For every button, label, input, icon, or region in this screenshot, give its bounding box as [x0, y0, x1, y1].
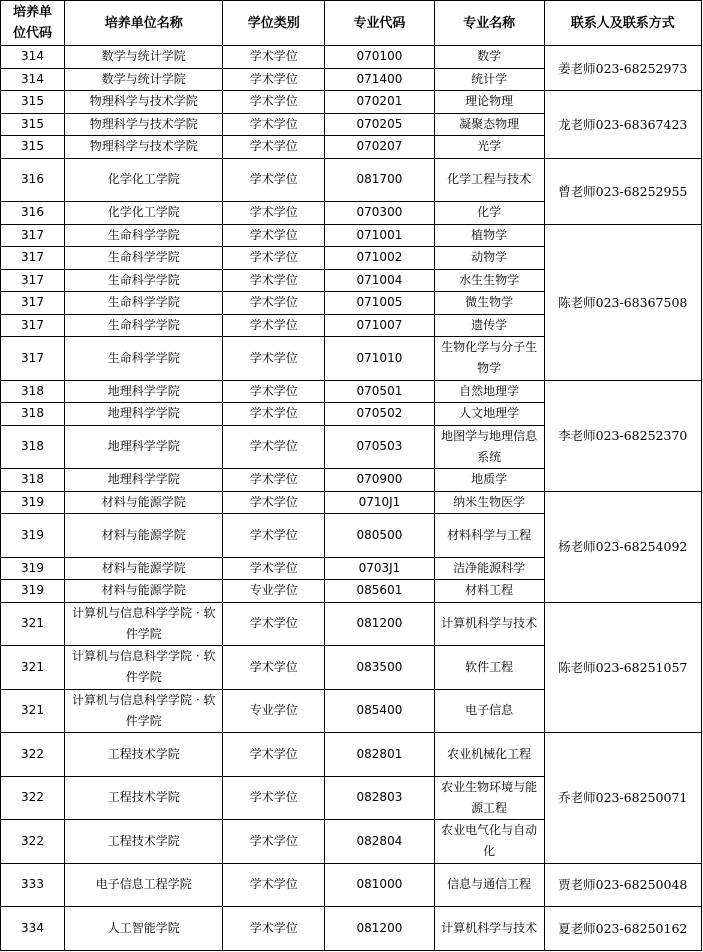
cell-unit-code: 319: [1, 514, 65, 558]
cell-degree-type: 学术学位: [223, 314, 325, 337]
cell-unit-name: 生命科学学院: [65, 224, 223, 247]
cell-unit-code: 322: [1, 820, 65, 864]
cell-major-name: 化学工程与技术: [434, 158, 544, 202]
table-row: [1, 863, 702, 907]
cell-unit-code: 317: [1, 224, 65, 247]
cell-unit-code: 317: [1, 247, 65, 270]
cell-major-name: 电子信息: [434, 689, 544, 733]
cell-unit-name: 计算机与信息科学学院 · 软件学院: [65, 602, 223, 646]
cell-unit-name: 工程技术学院: [65, 820, 223, 864]
cell-major-code: 071010: [325, 337, 435, 381]
header-unit-name: 培养单位名称: [65, 1, 223, 46]
cell-contact: 夏老师023-68250162: [544, 907, 701, 951]
header-contact: 联系人及联系方式: [544, 1, 701, 46]
cell-unit-name: 地理科学学院: [65, 425, 223, 469]
cell-major-name: 农业机械化工程: [434, 733, 544, 777]
cell-major-name: 水生生物学: [434, 269, 544, 292]
cell-unit-name: 物理科学与技术学院: [65, 113, 223, 136]
cell-unit-name: 数学与统计学院: [65, 68, 223, 91]
cell-unit-name: 人工智能学院: [65, 907, 223, 951]
cell-major-code: 070100: [325, 46, 435, 69]
cell-major-code: 081700: [325, 158, 435, 202]
cell-degree-type: 学术学位: [223, 403, 325, 426]
cell-unit-code: 318: [1, 403, 65, 426]
cell-major-code: 070501: [325, 380, 435, 403]
cell-major-code: 071001: [325, 224, 435, 247]
cell-unit-code: 315: [1, 136, 65, 159]
cell-unit-code: 319: [1, 580, 65, 603]
cell-contact: 陈老师023-68367508: [544, 224, 701, 380]
cell-major-name: 人文地理学: [434, 403, 544, 426]
cell-unit-name: 地理科学学院: [65, 469, 223, 492]
cell-contact: 贾老师023-68250048: [544, 863, 701, 907]
cell-contact: 陈老师023-68251057: [544, 602, 701, 733]
cell-major-name: 植物学: [434, 224, 544, 247]
cell-unit-name: 地理科学学院: [65, 380, 223, 403]
table-row: [1, 380, 702, 403]
cell-unit-code: 317: [1, 337, 65, 381]
cell-degree-type: 学术学位: [223, 907, 325, 951]
cell-unit-name: 地理科学学院: [65, 403, 223, 426]
cell-major-name: 生物化学与分子生物学: [434, 337, 544, 381]
cell-major-code: 070503: [325, 425, 435, 469]
cell-contact: 李老师023-68252370: [544, 380, 701, 491]
cell-unit-code: 333: [1, 863, 65, 907]
cell-degree-type: 专业学位: [223, 689, 325, 733]
cell-major-name: 地图学与地理信息系统: [434, 425, 544, 469]
cell-major-name: 化学: [434, 202, 544, 225]
cell-major-name: 微生物学: [434, 292, 544, 315]
cell-contact: 杨老师023-68254092: [544, 491, 701, 602]
cell-major-code: 081000: [325, 863, 435, 907]
cell-unit-code: 317: [1, 292, 65, 315]
table-body: [1, 46, 702, 951]
table-row: [1, 224, 702, 247]
cell-degree-type: 学术学位: [223, 514, 325, 558]
cell-unit-code: 321: [1, 689, 65, 733]
cell-degree-type: 学术学位: [223, 820, 325, 864]
cell-unit-code: 316: [1, 158, 65, 202]
cell-major-name: 农业生物环境与能源工程: [434, 776, 544, 820]
header-degree-type: 学位类别: [223, 1, 325, 46]
cell-degree-type: 学术学位: [223, 776, 325, 820]
cell-unit-code: 314: [1, 46, 65, 69]
cell-contact: 龙老师023-68367423: [544, 91, 701, 159]
cell-degree-type: 学术学位: [223, 91, 325, 114]
cell-unit-code: 334: [1, 907, 65, 951]
cell-major-code: 071007: [325, 314, 435, 337]
table-row: [1, 91, 702, 114]
cell-degree-type: 学术学位: [223, 292, 325, 315]
cell-unit-name: 工程技术学院: [65, 733, 223, 777]
cell-degree-type: 学术学位: [223, 646, 325, 690]
cell-major-code: 085601: [325, 580, 435, 603]
cell-unit-name: 计算机与信息科学学院 · 软件学院: [65, 689, 223, 733]
cell-degree-type: 学术学位: [223, 425, 325, 469]
cell-degree-type: 学术学位: [223, 337, 325, 381]
cell-major-name: 凝聚态物理: [434, 113, 544, 136]
header-major-name: 专业名称: [434, 1, 544, 46]
cell-unit-name: 化学化工学院: [65, 202, 223, 225]
cell-unit-code: 315: [1, 113, 65, 136]
cell-degree-type: 学术学位: [223, 224, 325, 247]
cell-degree-type: 学术学位: [223, 733, 325, 777]
cell-major-code: 070300: [325, 202, 435, 225]
cell-major-code: 0703J1: [325, 557, 435, 580]
cell-major-name: 纳米生物医学: [434, 491, 544, 514]
cell-major-name: 自然地理学: [434, 380, 544, 403]
cell-degree-type: 学术学位: [223, 491, 325, 514]
cell-degree-type: 学术学位: [223, 380, 325, 403]
cell-unit-name: 工程技术学院: [65, 776, 223, 820]
cell-unit-code: 321: [1, 602, 65, 646]
cell-major-code: 070201: [325, 91, 435, 114]
cell-unit-code: 319: [1, 491, 65, 514]
cell-unit-name: 生命科学学院: [65, 269, 223, 292]
cell-major-code: 080500: [325, 514, 435, 558]
cell-degree-type: 学术学位: [223, 269, 325, 292]
cell-unit-name: 物理科学与技术学院: [65, 136, 223, 159]
cell-major-name: 材料工程: [434, 580, 544, 603]
cell-unit-code: 322: [1, 776, 65, 820]
cell-major-code: 071400: [325, 68, 435, 91]
cell-unit-code: 316: [1, 202, 65, 225]
cell-unit-code: 317: [1, 314, 65, 337]
table-row: [1, 733, 702, 777]
cell-major-code: 085400: [325, 689, 435, 733]
cell-major-code: 070900: [325, 469, 435, 492]
cell-major-code: 071005: [325, 292, 435, 315]
cell-major-code: 083500: [325, 646, 435, 690]
cell-degree-type: 学术学位: [223, 557, 325, 580]
cell-major-name: 遗传学: [434, 314, 544, 337]
cell-major-name: 计算机科学与技术: [434, 602, 544, 646]
cell-major-name: 软件工程: [434, 646, 544, 690]
cell-unit-name: 生命科学学院: [65, 337, 223, 381]
cell-unit-name: 数学与统计学院: [65, 46, 223, 69]
cell-unit-code: 318: [1, 469, 65, 492]
cell-major-name: 统计学: [434, 68, 544, 91]
cell-major-code: 071004: [325, 269, 435, 292]
cell-major-code: 082804: [325, 820, 435, 864]
cell-degree-type: 学术学位: [223, 136, 325, 159]
cell-unit-name: 材料与能源学院: [65, 514, 223, 558]
cell-major-code: 070502: [325, 403, 435, 426]
cell-unit-code: 318: [1, 425, 65, 469]
cell-degree-type: 学术学位: [223, 602, 325, 646]
cell-unit-name: 生命科学学院: [65, 247, 223, 270]
cell-unit-code: 315: [1, 91, 65, 114]
cell-unit-name: 化学化工学院: [65, 158, 223, 202]
cell-unit-name: 材料与能源学院: [65, 491, 223, 514]
cell-major-name: 信息与通信工程: [434, 863, 544, 907]
cell-major-name: 动物学: [434, 247, 544, 270]
cell-major-code: 081200: [325, 907, 435, 951]
cell-major-name: 计算机科学与技术: [434, 907, 544, 951]
cell-major-name: 光学: [434, 136, 544, 159]
cell-major-name: 洁净能源科学: [434, 557, 544, 580]
cell-major-name: 数学: [434, 46, 544, 69]
cell-unit-code: 321: [1, 646, 65, 690]
header-major-code: 专业代码: [325, 1, 435, 46]
cell-unit-name: 材料与能源学院: [65, 580, 223, 603]
table-row: [1, 491, 702, 514]
cell-unit-name: 材料与能源学院: [65, 557, 223, 580]
cell-unit-code: 322: [1, 733, 65, 777]
table-row: [1, 602, 702, 646]
cell-major-name: 地质学: [434, 469, 544, 492]
cell-degree-type: 学术学位: [223, 113, 325, 136]
cell-major-code: 082803: [325, 776, 435, 820]
cell-unit-name: 计算机与信息科学学院 · 软件学院: [65, 646, 223, 690]
cell-degree-type: 学术学位: [223, 46, 325, 69]
cell-degree-type: 学术学位: [223, 158, 325, 202]
cell-unit-name: 生命科学学院: [65, 292, 223, 315]
cell-degree-type: 学术学位: [223, 247, 325, 270]
cell-major-name: 理论物理: [434, 91, 544, 114]
cell-major-code: 070205: [325, 113, 435, 136]
cell-major-name: 材料科学与工程: [434, 514, 544, 558]
cell-unit-name: 生命科学学院: [65, 314, 223, 337]
header-unit-code: 培养单位代码: [1, 1, 65, 46]
cell-unit-code: 318: [1, 380, 65, 403]
cell-contact: 姜老师023-68252973: [544, 46, 701, 91]
cell-major-name: 农业电气化与自动化: [434, 820, 544, 864]
cell-unit-code: 314: [1, 68, 65, 91]
cell-major-code: 0710J1: [325, 491, 435, 514]
table-row: [1, 907, 702, 951]
cell-unit-name: 物理科学与技术学院: [65, 91, 223, 114]
cell-unit-code: 317: [1, 269, 65, 292]
cell-major-code: 070207: [325, 136, 435, 159]
cell-major-code: 082801: [325, 733, 435, 777]
cell-major-code: 081200: [325, 602, 435, 646]
table-row: [1, 158, 702, 202]
cell-contact: 乔老师023-68250071: [544, 733, 701, 864]
cell-degree-type: 学术学位: [223, 469, 325, 492]
cell-degree-type: 学术学位: [223, 202, 325, 225]
cell-contact: 曾老师023-68252955: [544, 158, 701, 224]
cell-degree-type: 学术学位: [223, 863, 325, 907]
cell-degree-type: 专业学位: [223, 580, 325, 603]
table-header-row: [1, 1, 702, 46]
cell-major-code: 071002: [325, 247, 435, 270]
cell-unit-name: 电子信息工程学院: [65, 863, 223, 907]
cell-degree-type: 学术学位: [223, 68, 325, 91]
cell-unit-code: 319: [1, 557, 65, 580]
table-row: [1, 46, 702, 69]
